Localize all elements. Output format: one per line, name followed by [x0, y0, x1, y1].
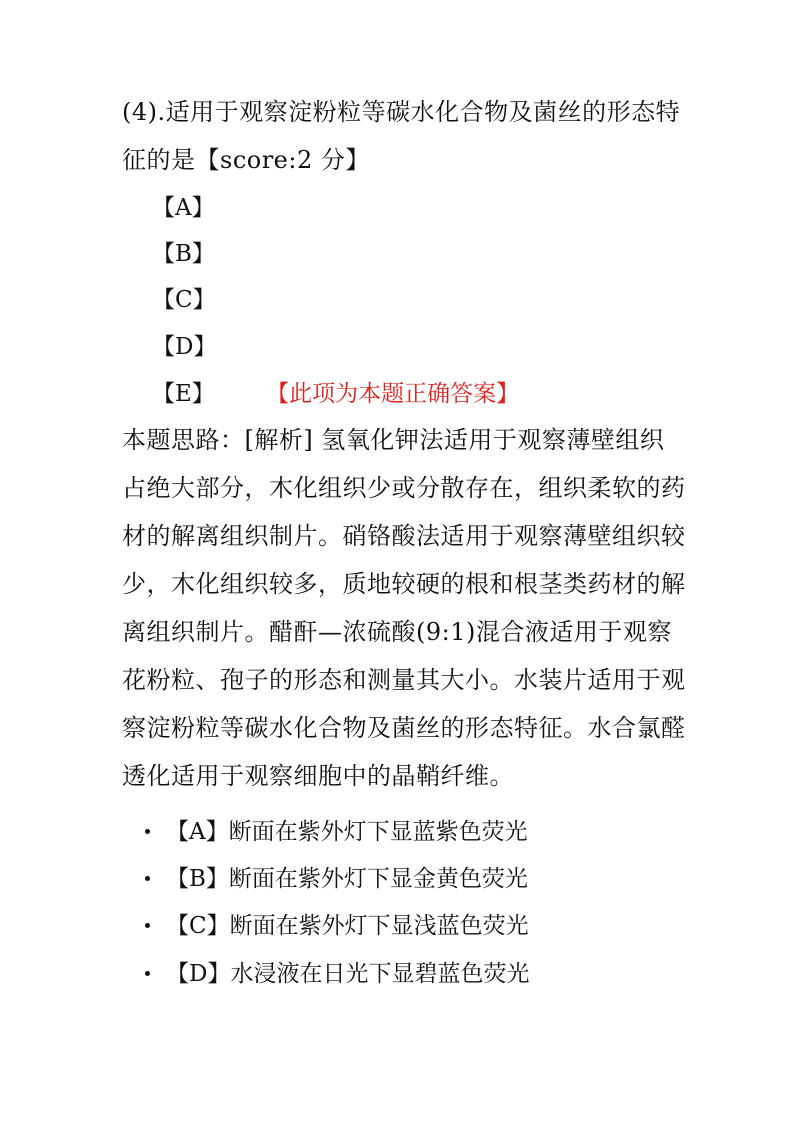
list-item-text: 【A】断面在紫外灯下显蓝紫色荧光 — [166, 819, 528, 845]
explanation-line-4: 少，木化组织较多，质地较硬的根和根茎类药材的解 — [122, 570, 686, 598]
explanation-line-8: 透化适用于观察细胞中的晶鞘纤维。 — [122, 762, 514, 790]
bullet-icon — [145, 971, 150, 976]
list-item — [145, 817, 528, 847]
bullet-icon — [145, 829, 150, 834]
explanation-line-6: 花粉粒、孢子的形态和测量其大小。水装片适用于观 — [122, 666, 686, 694]
correct-answer-note: 【此项为本题正确答案】 — [266, 381, 520, 407]
bullet-icon — [145, 923, 150, 928]
question-text-line-1: (4).适用于观察淀粉粒等碳水化合物及菌丝的形态特 — [122, 98, 681, 126]
option-a-label: 【A】 — [152, 195, 215, 221]
list-item — [145, 911, 529, 941]
list-item-text: 【B】断面在紫外灯下显金黄色荧光 — [166, 866, 528, 892]
explanation-line-5: 离组织制片。醋酐—浓硫酸(9:1)混合液适用于观察 — [122, 618, 672, 646]
option-d-label: 【D】 — [152, 334, 217, 360]
option-a — [152, 193, 215, 223]
list-item-text: 【D】水浸液在日光下显碧蓝色荧光 — [166, 961, 530, 987]
option-d — [152, 332, 216, 362]
option-b-label: 【B】 — [152, 241, 215, 267]
option-b — [152, 239, 215, 269]
explanation-line-2: 占绝大部分，木化组织少或分散存在，组织柔软的药 — [122, 474, 686, 502]
option-c — [152, 285, 216, 315]
explanation-line-3: 材的解离组织制片。硝铬酸法适用于观察薄壁组织较 — [122, 522, 686, 550]
explanation-line-1: 本题思路：[解析] 氢氧化钾法适用于观察薄壁组织 — [122, 426, 665, 454]
list-item — [145, 959, 529, 989]
explanation-line-7: 察淀粉粒等碳水化合物及菌丝的形态特征。水合氯醛 — [122, 714, 686, 742]
question-text-line-2: 征的是【score:2 分】 — [122, 146, 370, 174]
list-item — [145, 864, 528, 894]
bullet-icon — [145, 876, 150, 881]
option-e-label: 【E】 — [152, 381, 215, 407]
list-item-text: 【C】断面在紫外灯下显浅蓝色荧光 — [166, 913, 529, 939]
option-c-label: 【C】 — [152, 287, 216, 313]
option-e — [152, 379, 519, 409]
